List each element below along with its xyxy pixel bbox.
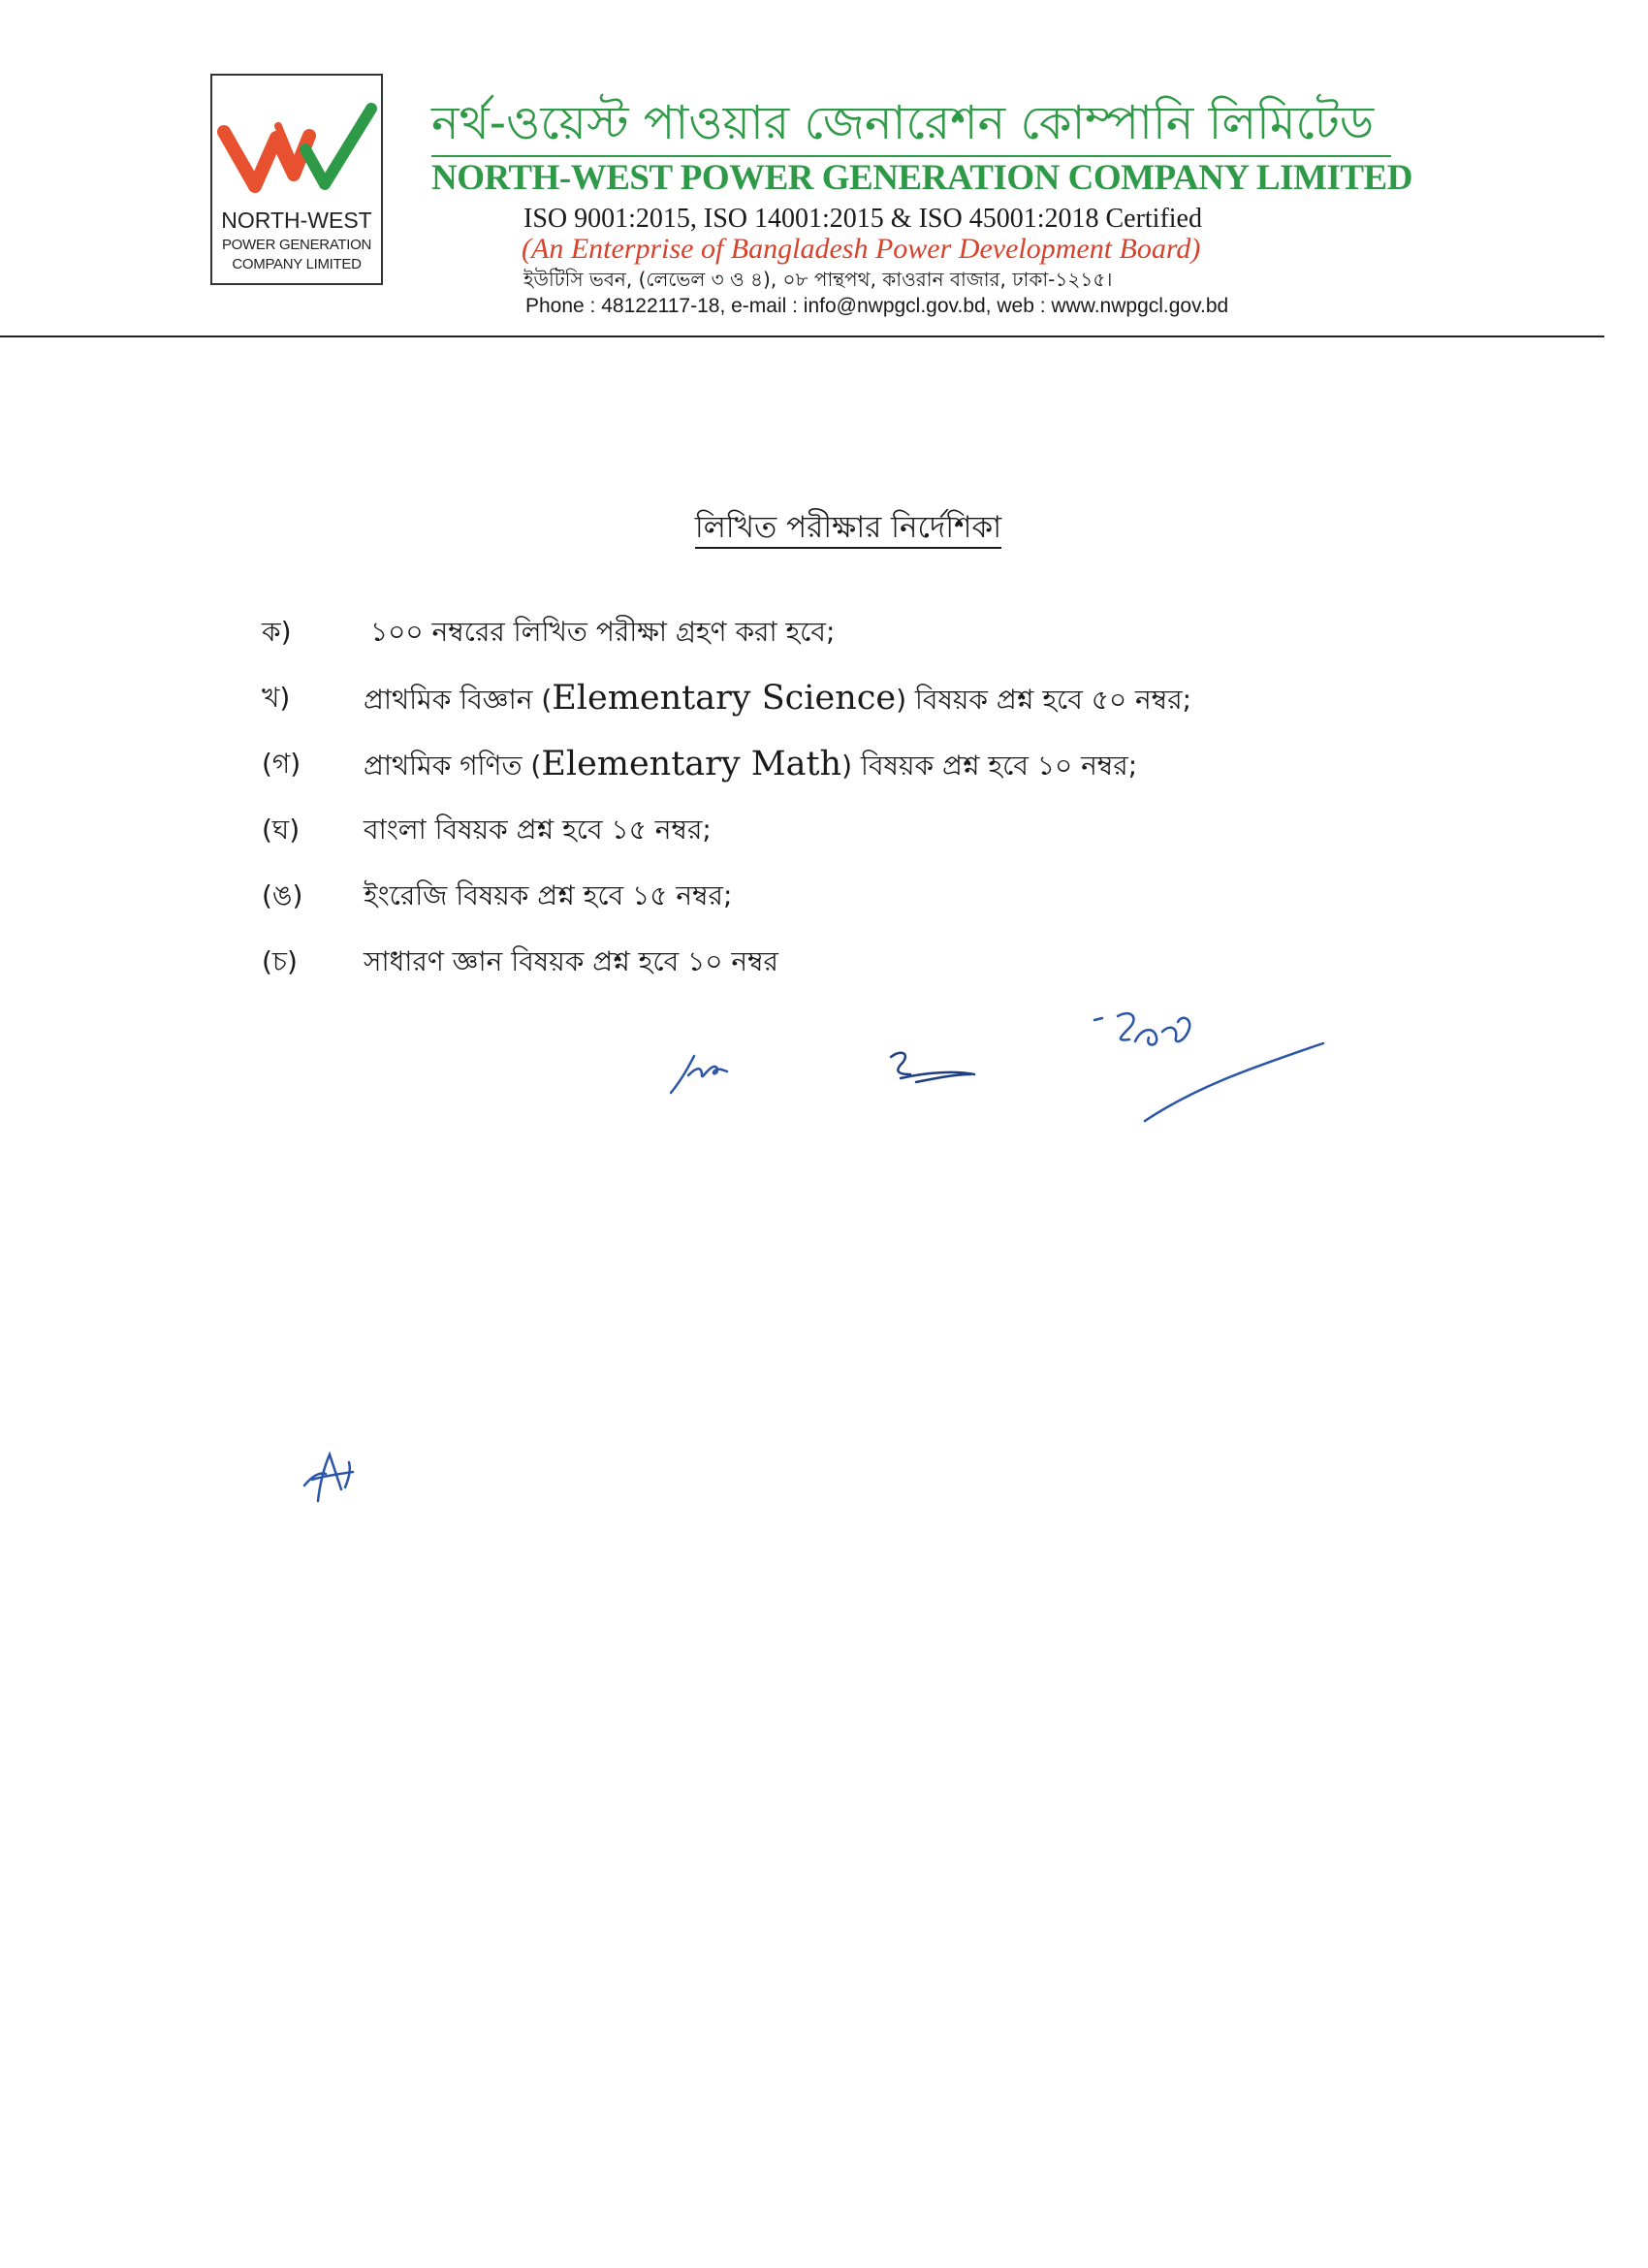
list-item bbox=[262, 609, 1425, 675]
enterprise-statement: (An Enterprise of Bangladesh Power Development Board) bbox=[522, 233, 1201, 265]
list-item-text-english: Elementary Math bbox=[541, 745, 842, 783]
list-marker: (চ) bbox=[262, 945, 298, 977]
signature-1 bbox=[659, 1042, 756, 1101]
list-item-text: ইংরেজি বিষয়ক প্রশ্ন হবে ১৫ নম্বর; bbox=[364, 879, 733, 911]
list-marker: (গ) bbox=[262, 748, 301, 780]
list-item-text-after: ) বিষয়ক প্রশ্ন হবে ১০ নম্বর; bbox=[841, 750, 1138, 782]
logo-text-line3: COMPANY LIMITED bbox=[232, 256, 362, 272]
signature-3 bbox=[1081, 999, 1333, 1125]
company-name-english: NORTH-WEST POWER GENERATION COMPANY LIMITED bbox=[431, 158, 1412, 198]
list-item-text: ১০০ নম্বরের লিখিত পরীক্ষা গ্রহণ করা হবে; bbox=[370, 616, 836, 648]
initials-mark bbox=[291, 1445, 368, 1513]
list-item-text-before: প্রাথমিক গণিত ( bbox=[364, 750, 542, 782]
document-title bbox=[0, 504, 1648, 555]
list-item bbox=[262, 873, 1425, 939]
list-marker: খ) bbox=[262, 682, 291, 714]
list-item bbox=[262, 807, 1425, 873]
list-item bbox=[262, 675, 1425, 741]
logo-text-line1: NORTH-WEST bbox=[221, 208, 372, 233]
list-item-text-english: Elementary Science bbox=[552, 679, 897, 718]
nwpgcl-logo-mark bbox=[216, 91, 379, 208]
company-name-bangla: নর্থ-ওয়েস্ট পাওয়ার জেনারেশন কোম্পানি লিমিটেড bbox=[431, 96, 1375, 150]
list-item-text-before: প্রাথমিক বিজ্ঞান ( bbox=[364, 684, 553, 716]
list-item-text bbox=[364, 741, 1137, 789]
list-marker: (ঘ) bbox=[262, 814, 301, 846]
list-item bbox=[262, 939, 1425, 1005]
instruction-list bbox=[262, 609, 1425, 1005]
signature-2 bbox=[877, 1045, 984, 1094]
list-item-text: বাংলা বিষয়ক প্রশ্ন হবে ১৫ নম্বর; bbox=[364, 814, 712, 846]
document-title-text: লিখিত পরীক্ষার নির্দেশিকা bbox=[695, 510, 1001, 549]
logo-text-line2: POWER GENERATION bbox=[221, 237, 372, 253]
company-logo bbox=[210, 74, 383, 285]
list-marker: (ঙ) bbox=[262, 879, 303, 911]
company-contact: Phone : 48122117-18, e-mail : info@nwpgcl.gov.bd, web : www.nwpgcl.gov.bd bbox=[525, 295, 1229, 317]
letterhead-divider bbox=[0, 335, 1604, 337]
list-marker: ক) bbox=[262, 616, 292, 648]
list-item bbox=[262, 741, 1425, 807]
iso-certification: ISO 9001:2015, ISO 14001:2015 & ISO 45001:2018 Certified bbox=[523, 204, 1202, 234]
company-address: ইউটিসি ভবন, (লেভেল ৩ ও ৪), ০৮ পান্থপথ, কাওরান বাজার, ঢাকা-১২১৫। bbox=[523, 268, 1113, 291]
list-item-text: সাধারণ জ্ঞান বিষয়ক প্রশ্ন হবে ১০ নম্বর bbox=[364, 945, 778, 977]
list-item-text bbox=[364, 675, 1191, 723]
list-item-text-after: ) বিষয়ক প্রশ্ন হবে ৫০ নম্বর; bbox=[896, 684, 1192, 716]
